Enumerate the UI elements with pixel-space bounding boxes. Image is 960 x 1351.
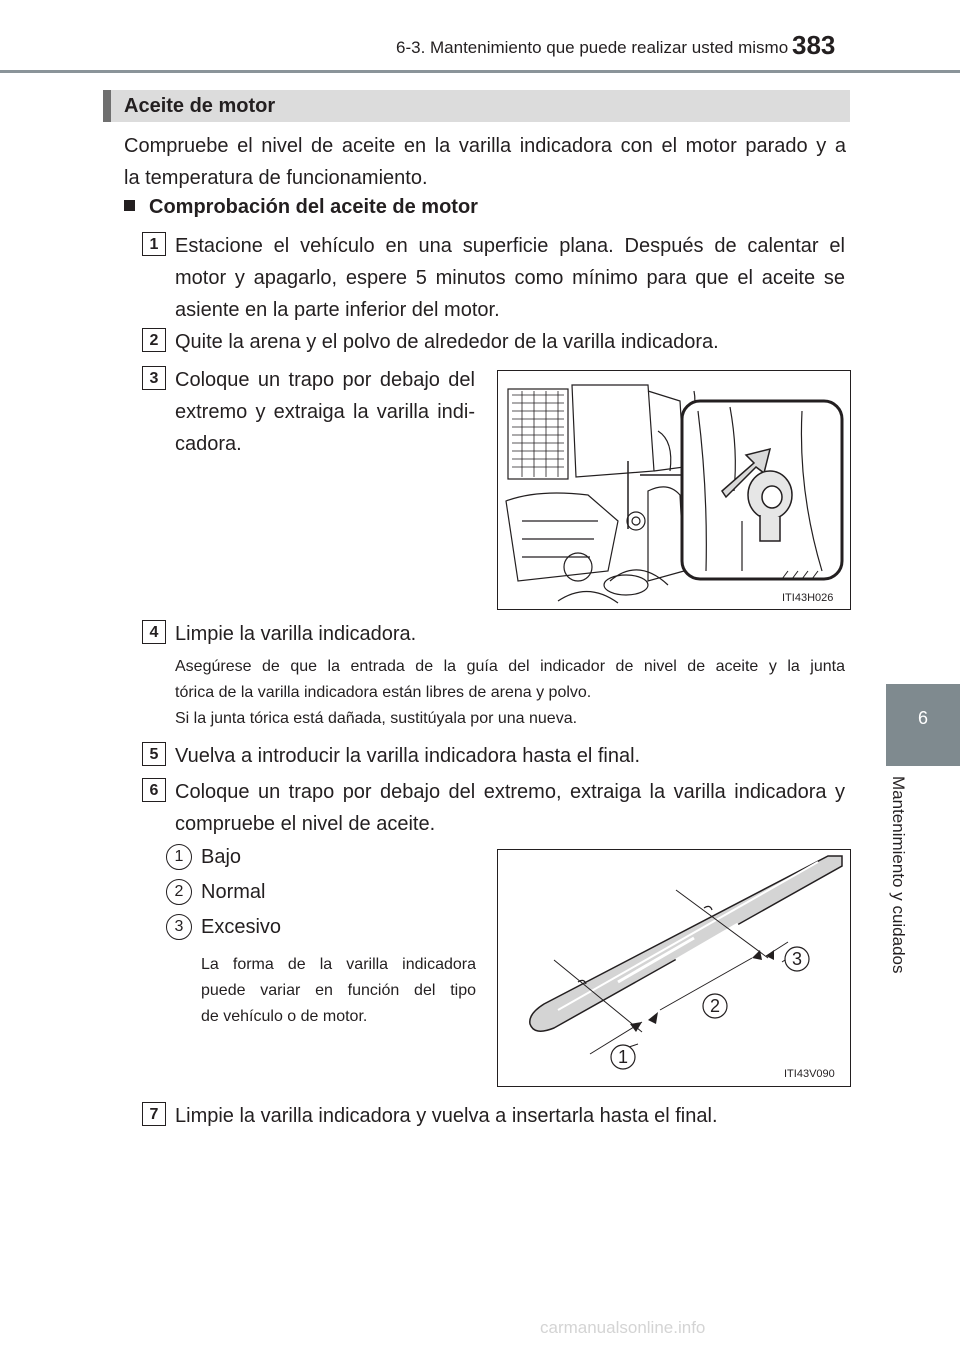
running-header: 6-3. Mantenimiento que puede realizar usted mismo	[396, 38, 789, 57]
chapter-label	[882, 776, 912, 986]
step-6-line-2: compruebe el nivel de aceite.	[175, 813, 436, 835]
level-label-normal: Normal	[201, 881, 266, 903]
step-6-line-1: Coloque un trapo por debajo del extremo, extraiga la varilla indicadora y	[175, 781, 845, 803]
figure-code: ITI43V090	[784, 1068, 835, 1080]
step-number: 1	[142, 232, 166, 256]
step-4-line-1: Limpie la varilla indicadora.	[175, 623, 417, 645]
levels-note-3: de vehículo o de motor.	[201, 1008, 368, 1025]
step-4-note-1: Asegúrese de que la entrada de la guía del indicador de nivel de aceite y la junta	[175, 658, 845, 675]
step-number: 4	[142, 620, 166, 644]
level-label-low: Bajo	[201, 846, 242, 868]
levels-note-1: La forma de la varilla indicadora	[201, 956, 476, 973]
dipstick-label: 1	[617, 1047, 629, 1067]
subheading	[124, 196, 478, 219]
step-2-line-1: Quite la arena y el polvo de alrededor de la varilla indicadora.	[175, 331, 719, 353]
dipstick-figure	[497, 849, 851, 1087]
step-1-line-3: asiente en la parte inferior del motor.	[175, 299, 500, 321]
engine-bay-figure	[497, 370, 851, 610]
engine-bay-illustration	[498, 371, 850, 609]
chapter-label-text: Mantenimiento y cuidados	[889, 776, 908, 974]
header-rule	[0, 70, 960, 73]
level-number: 1	[166, 844, 192, 870]
intro-line-1: Compruebe el nivel de aceite en la varilla indicadora con el motor parado y a	[124, 135, 846, 157]
intro-line-2: la temperatura de funcionamiento.	[124, 167, 428, 189]
step-number: 6	[142, 778, 166, 802]
step-5-line-1: Vuelva a introducir la varilla indicadora hasta el final.	[175, 745, 641, 767]
section-title: Aceite de motor	[124, 95, 276, 117]
subheading-text: Comprobación del aceite de motor	[149, 196, 478, 218]
step-1-line-1: Estacione el vehículo en una superficie plana. Después de calentar el	[175, 235, 845, 257]
step-3-line-2: extremo y extraiga la varilla indi-	[175, 401, 475, 423]
dipstick-label: 3	[791, 949, 803, 969]
step-3-line-1: Coloque un trapo por debajo del	[175, 369, 475, 391]
level-label-excessive: Excesivo	[201, 916, 282, 938]
step-number: 3	[142, 366, 166, 390]
step-3-line-3: cadora.	[175, 433, 242, 455]
step-number: 5	[142, 742, 166, 766]
step-1-line-2: motor y apagarlo, espere 5 minutos como mínimo para que el aceite se	[175, 267, 845, 289]
step-4-note-2: tórica de la varilla indicadora están libres de arena y polvo.	[175, 684, 592, 701]
figure-code: ITI43H026	[782, 592, 834, 604]
level-number: 3	[166, 914, 192, 940]
step-number: 2	[142, 328, 166, 352]
watermark: carmanualsonline.info	[540, 1318, 706, 1337]
levels-note-2: puede variar en función del tipo	[201, 982, 476, 999]
dipstick-illustration	[498, 850, 850, 1086]
bullet-square-icon	[124, 200, 135, 211]
step-4-note-3: Si la junta tórica está dañada, sustitúyala por una nueva.	[175, 710, 578, 727]
level-number: 2	[166, 879, 192, 905]
section-bar-accent	[103, 90, 111, 122]
step-number: 7	[142, 1102, 166, 1126]
dipstick-label: 2	[709, 996, 721, 1016]
step-7-line-1: Limpie la varilla indicadora y vuelva a insertarla hasta el final.	[175, 1105, 718, 1127]
page-number: 383	[792, 30, 836, 60]
chapter-number: 6	[917, 708, 928, 728]
